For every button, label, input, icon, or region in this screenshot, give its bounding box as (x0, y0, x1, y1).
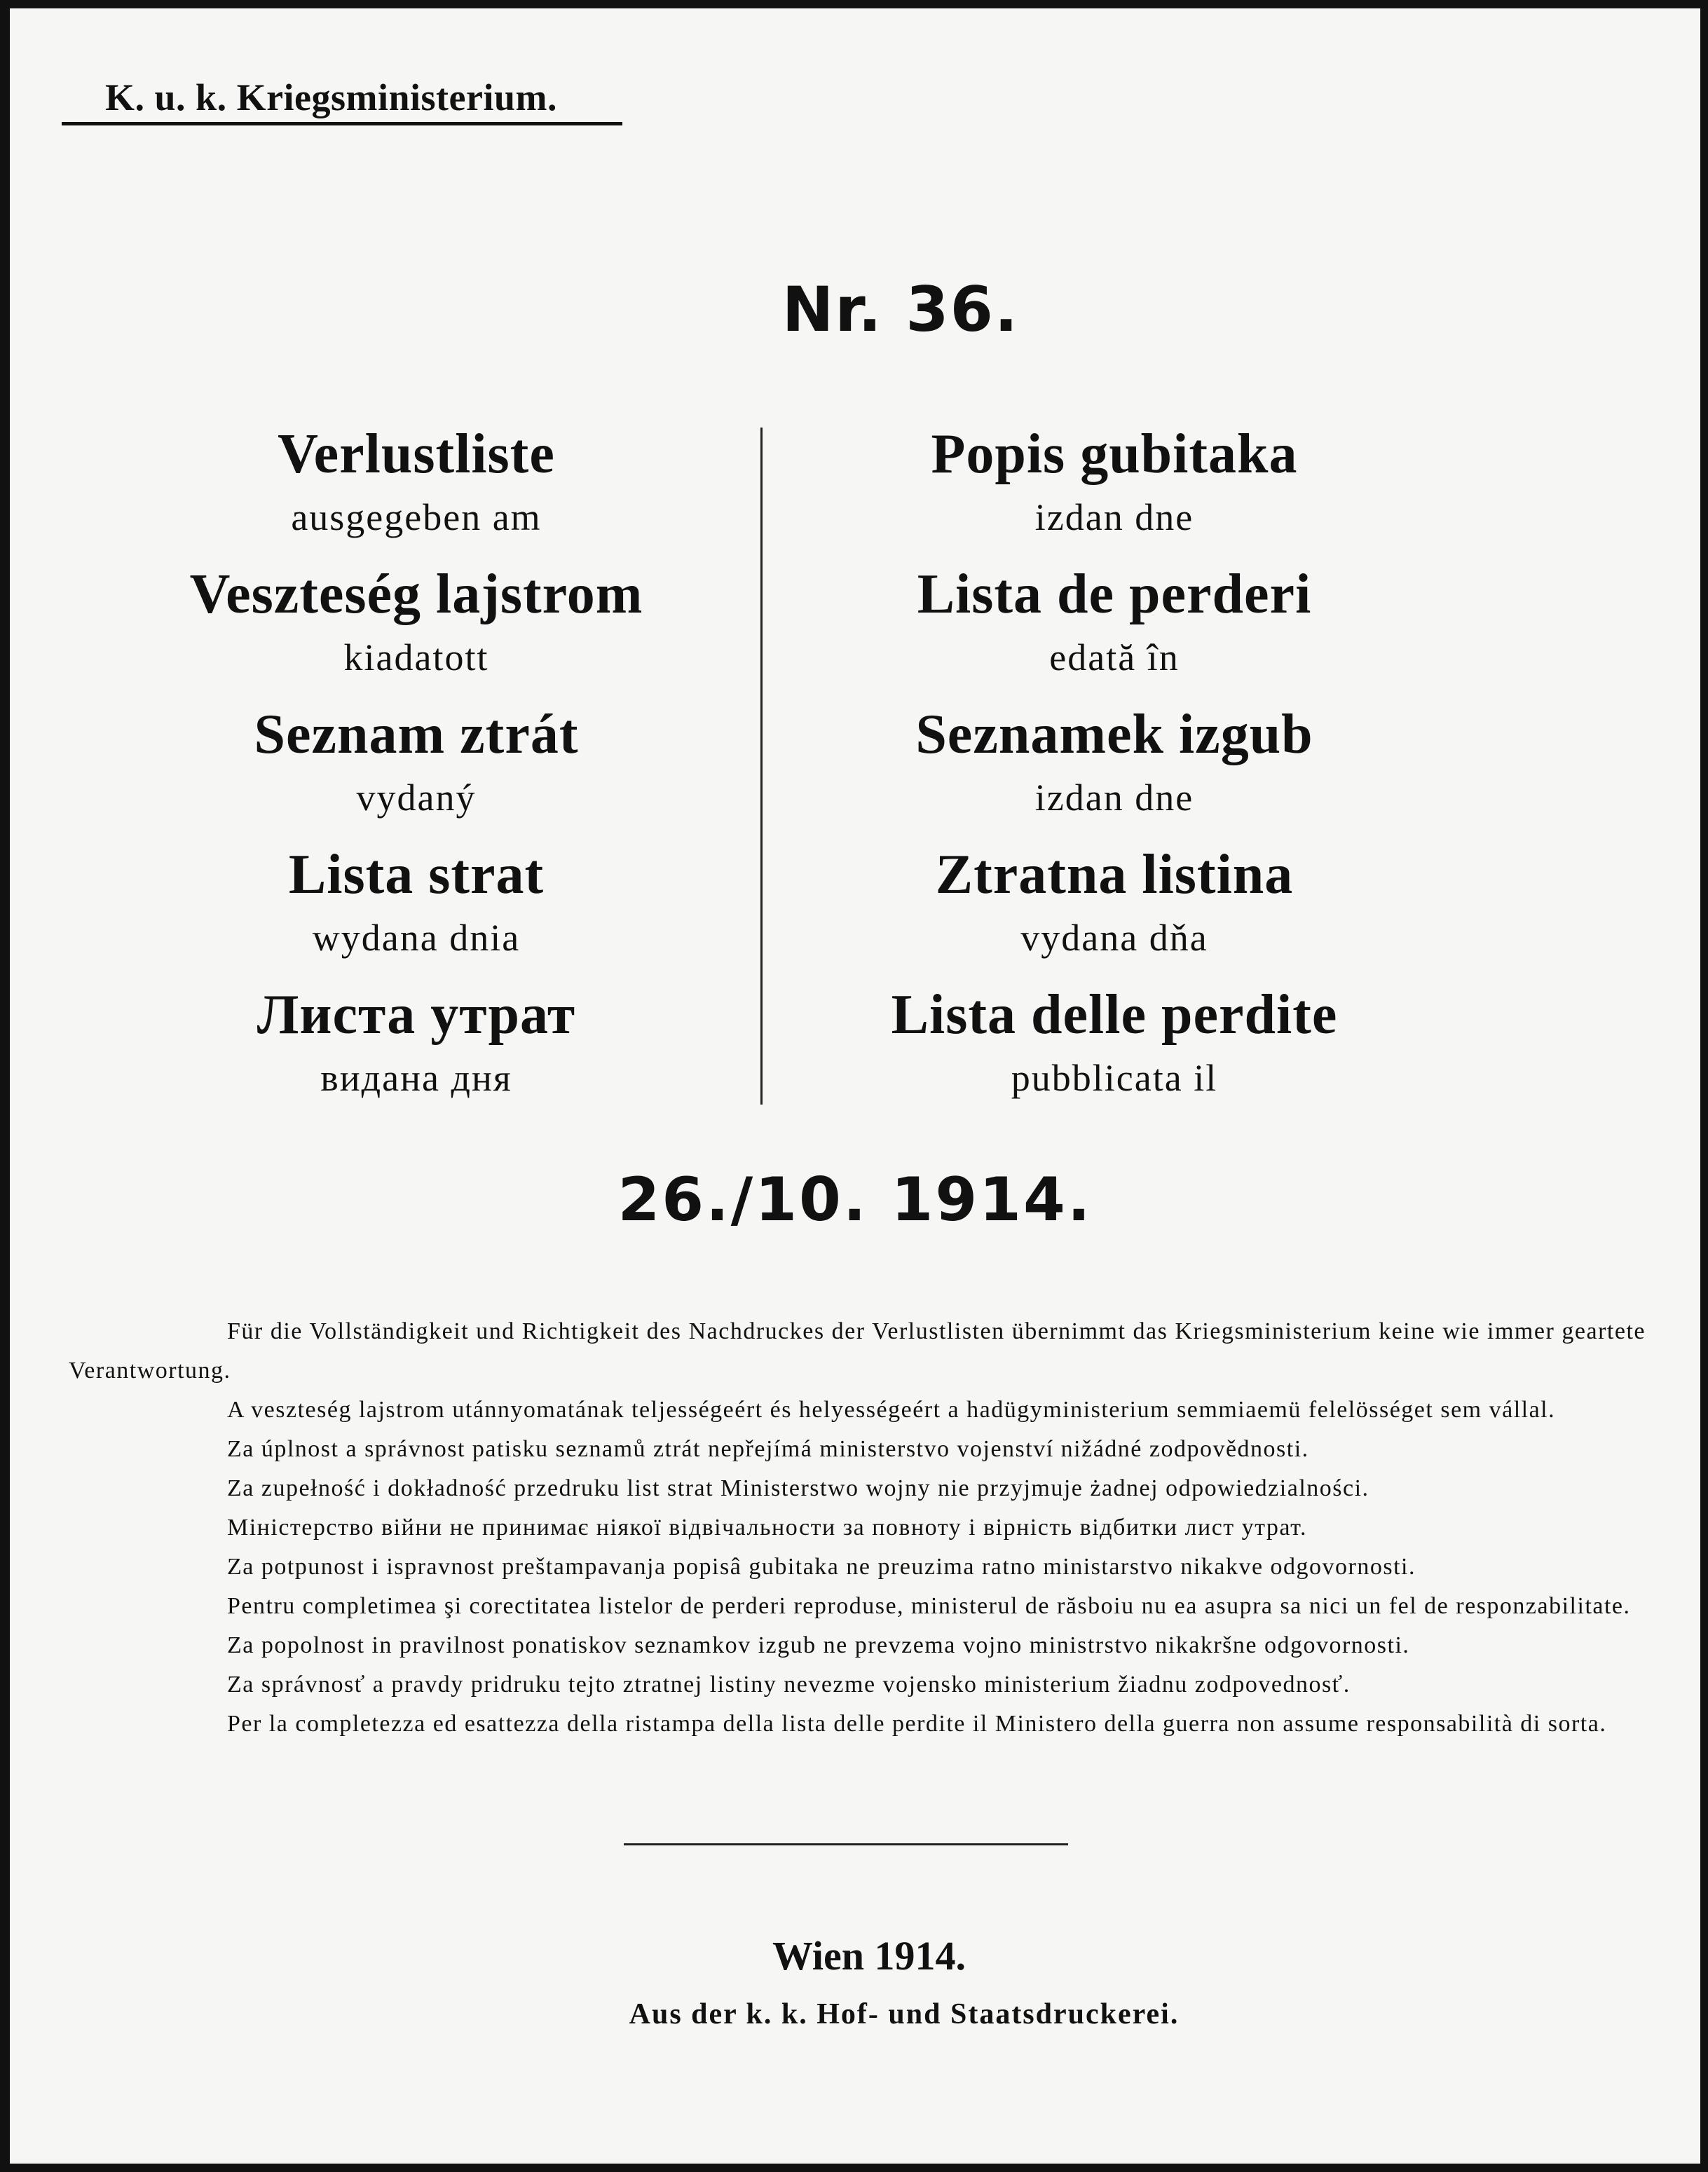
header-underline (62, 122, 622, 125)
disclaimer-slovenian: Za popolnost in pravilnost ponatiskov seznamkov izgub ne prevzema vojno ministrstvo nikakršne odgovornosti. (227, 1632, 1410, 1658)
footer-rule (624, 1843, 1068, 1845)
subtitle-polish: wydana dnia (312, 917, 521, 959)
subtitle-ukrainian: видана дня (320, 1057, 512, 1099)
left-title-column (66, 423, 767, 1124)
right-title-column (764, 423, 1465, 1124)
title-croatian: Popis gubitaka (931, 423, 1298, 485)
title-german: Verlustliste (278, 423, 555, 485)
disclaimer-czech: Za úplnost a správnost patisku seznamů ztrát nepřejímá ministerstvo vojenství nižádné zodpovědnosti. (227, 1436, 1309, 1462)
subtitle-croatian: izdan dne (1034, 496, 1194, 538)
subtitle-italian: pubblicata il (1011, 1057, 1218, 1099)
disclaimer-german: Für die Vollständigkeit und Richtigkeit des Nachdruckes der Verlustlisten übernimmt das Kriegsministerium keine wie immer geartete Verantwortung. (69, 1318, 1646, 1384)
issue-date: 26./10. 1914. (617, 1165, 1093, 1235)
subtitle-german: ausgegeben am (291, 496, 542, 538)
ministry-header: K. u. k. Kriegsministerium. (105, 76, 557, 118)
disclaimer-slovak: Za správnosť a pravdy pridruku tejto ztratnej listiny nevezme vojensko ministerium žiadnu zodpovednosť. (227, 1672, 1351, 1698)
disclaimer-italian: Per la completezza ed esattezza della ristampa della lista delle perdite il Ministero della guerra non assume responsabilità di sorta. (227, 1711, 1607, 1737)
printer-imprint: Aus der k. k. Hof- und Staatsdruckerei. (629, 1998, 1180, 2030)
disclaimer-polish: Za zupełność i dokładność przedruku list strat Ministerstwo wojny nie przyjmuje żadnej odpowiedzialności. (227, 1475, 1369, 1501)
disclaimer-romanian: Pentru completimea şi corectitatea listelor de perderi reproduse, ministerul de răsboiu nu ea asupra sa nici un fel de responzabilitate. (227, 1593, 1631, 1619)
subtitle-slovenian: izdan dne (1034, 777, 1194, 819)
disclaimer-block (69, 1312, 1646, 1744)
title-polish: Lista strat (288, 844, 545, 906)
issue-number: Nr. 36. (781, 273, 1020, 346)
title-romanian: Lista de perderi (917, 564, 1312, 625)
publication-city-year: Wien 1914. (772, 1933, 966, 1979)
subtitle-hungarian: kiadatott (343, 636, 489, 678)
title-hungarian: Veszteség lajstrom (189, 564, 643, 625)
subtitle-slovak: vydana dňa (1020, 917, 1208, 959)
document-page (10, 8, 1700, 2164)
title-czech: Seznam ztrát (254, 704, 579, 765)
subtitle-czech: vydaný (356, 777, 477, 819)
column-divider (760, 428, 763, 1105)
title-ukrainian: Листа утрат (257, 984, 576, 1046)
disclaimer-hungarian: A veszteség lajstrom utánnyomatának teljességeért és helyességeért a hadügyministerium semmiaemü felelösséget sem vállal. (227, 1397, 1556, 1423)
disclaimer-croatian: Za potpunost i ispravnost preštampavanja popisâ gubitaka ne preuzima ratno ministarstvo nikakve odgovornosti. (227, 1554, 1416, 1580)
subtitle-romanian: edată în (1049, 636, 1180, 678)
title-italian: Lista delle perdite (891, 984, 1338, 1046)
title-slovak: Ztratna listina (935, 844, 1294, 906)
disclaimer-ukrainian: Міністерство війни не принимає ніякої відвічальности за повноту і вірність відбитки лист утрат. (227, 1515, 1307, 1541)
title-slovenian: Seznamek izgub (915, 704, 1313, 765)
